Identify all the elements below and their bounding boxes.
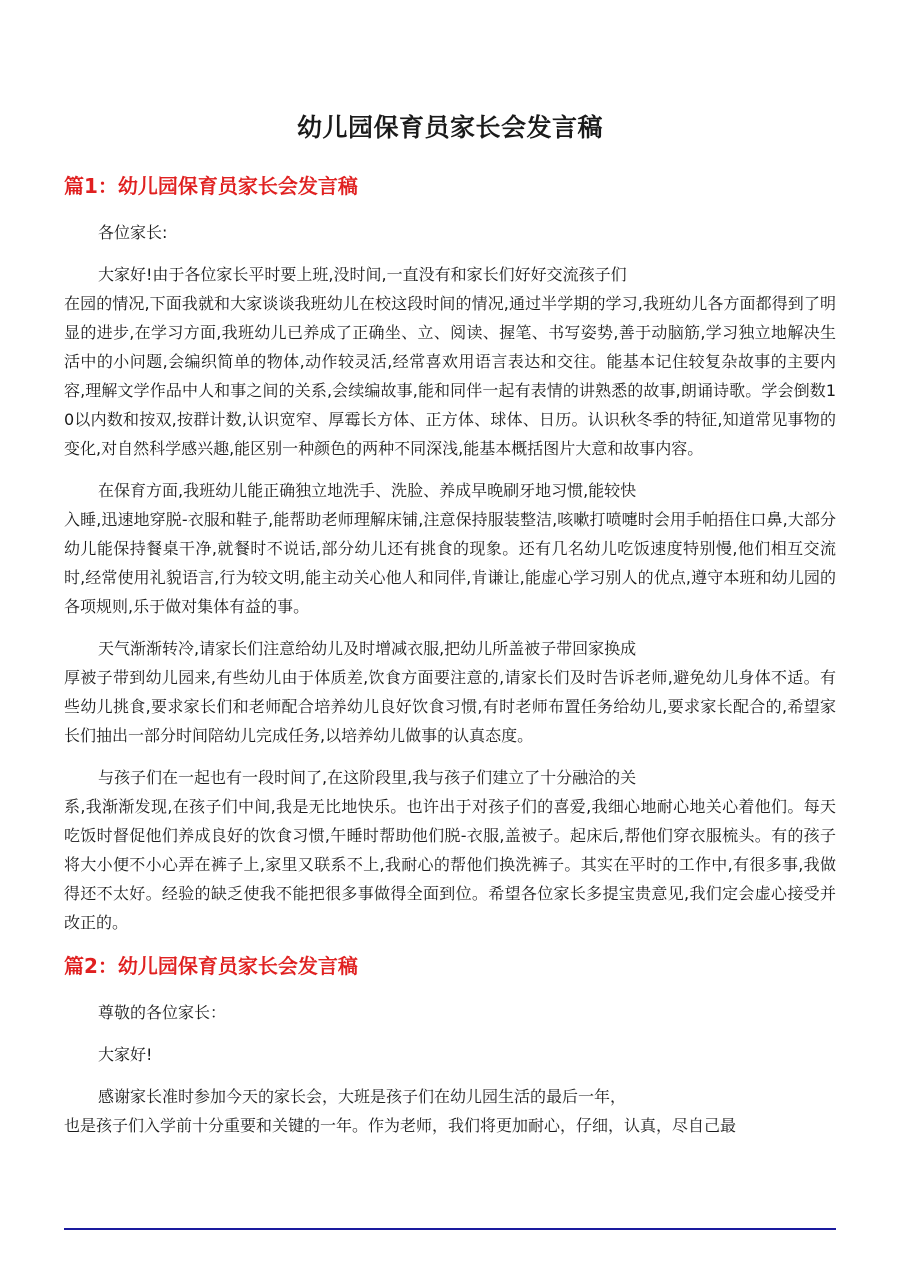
paragraph-first-line: 感谢家长准时参加今天的家长会，大班是孩子们在幼儿园生活的最后一年，	[98, 1087, 627, 1106]
paragraph-body: 入睡,迅速地穿脱-衣服和鞋子,能帮助老师理解床铺,注意保持服装整洁,咳嗽打喷嚏时会用手帕捂住口鼻,大部分幼儿能保持餐桌干净,就餐时不说话,部分幼儿还有挑食的现象。还有几名幼儿吃饭速度特别慢,他们相互交流时,经常使用礼貌语言,行为较文明,能主动关心他人和同伴,肯谦让,能虚心学习别人的优点,遵守本班和幼儿园的各项规则,乐于做对集体有益的事。	[64, 510, 836, 616]
document-page	[64, 110, 836, 1153]
paragraph-first-line: 在保育方面,我班幼儿能正确独立地洗手、洗脸、养成早晚刷牙地习惯,能较快	[98, 481, 637, 500]
paragraph-body: 也是孩子们入学前十分重要和关键的一年。作为老师，我们将更加耐心，仔细，认真，尽自己最	[64, 1116, 737, 1135]
section-2-salutation: 尊敬的各位家长：	[98, 1003, 227, 1022]
section-1-paragraph-3	[64, 634, 836, 750]
section-1-heading: 篇1：幼儿园保育员家长会发言稿	[64, 174, 358, 198]
section-1-paragraph-1	[64, 260, 836, 463]
paragraph-body: 系,我渐渐发现,在孩子们中间,我是无比地快乐。也许出于对孩子们的喜爱,我细心地耐心地关心着他们。每天吃饭时督促他们养成良好的饮食习惯,午睡时帮助他们脱-衣服,盖被子。起床后,帮他们穿衣服梳头。有的孩子将大小便不小心弄在裤子上,家里又联系不上,我耐心的帮他们换洗裤子。其实在平时的工作中,有很多事,我做得还不太好。经验的缺乏使我不能把很多事做得全面到位。希望各位家长多提宝贵意见,我们定会虚心接受并改正的。	[64, 797, 836, 932]
section-1-paragraph-4	[64, 763, 836, 937]
section-2-greeting: 大家好!	[98, 1045, 153, 1064]
section-1-paragraph-2	[64, 476, 836, 621]
paragraph-first-line: 天气渐渐转冷,请家长们注意给幼儿及时增减衣服,把幼儿所盖被子带回家换成	[98, 639, 637, 658]
paragraph-body: 在园的情况,下面我就和大家谈谈我班幼儿在校这段时间的情况,通过半学期的学习,我班幼儿各方面都得到了明显的进步,在学习方面,我班幼儿已养成了正确坐、立、阅读、握笔、书写姿势,善于动脑筋,学习独立地解决生活中的小问题,会编织简单的物体,动作较灵活,经常喜欢用语言表达和交往。能基本记住较复杂故事的主要内容,理解文学作品中人和事之间的关系,会续编故事,能和同伴一起有表情的讲熟悉的故事,朗诵诗歌。学会倒数10以内数和按双,按群计数,认识宽窄、厚霉长方体、正方体、球体、日历。认识秋冬季的特征,知道常见事物的变化,对自然科学感兴趣,能区别一种颜色的两种不同深浅,能基本概括图片大意和故事内容。	[64, 294, 836, 458]
paragraph-first-line: 与孩子们在一起也有一段时间了,在这阶段里,我与孩子们建立了十分融洽的关	[98, 768, 637, 787]
section-1-salutation: 各位家长:	[98, 223, 168, 242]
document-title: 幼儿园保育员家长会发言稿	[296, 113, 603, 142]
paragraph-first-line: 大家好!由于各位家长平时要上班,没时间,一直没有和家长们好好交流孩子们	[98, 265, 627, 284]
paragraph-body: 厚被子带到幼儿园来,有些幼儿由于体质差,饮食方面要注意的,请家长们及时告诉老师,避免幼儿身体不适。有些幼儿挑食,要求家长们和老师配合培养幼儿良好饮食习惯,有时老师布置任务给幼儿,要求家长配合的,希望家长们抽出一部分时间陪幼儿完成任务,以培养幼儿做事的认真态度。	[64, 668, 836, 745]
section-2-heading: 篇2：幼儿园保育员家长会发言稿	[64, 954, 358, 978]
footer-divider	[64, 1228, 836, 1230]
section-2-paragraph-1	[64, 1082, 836, 1140]
